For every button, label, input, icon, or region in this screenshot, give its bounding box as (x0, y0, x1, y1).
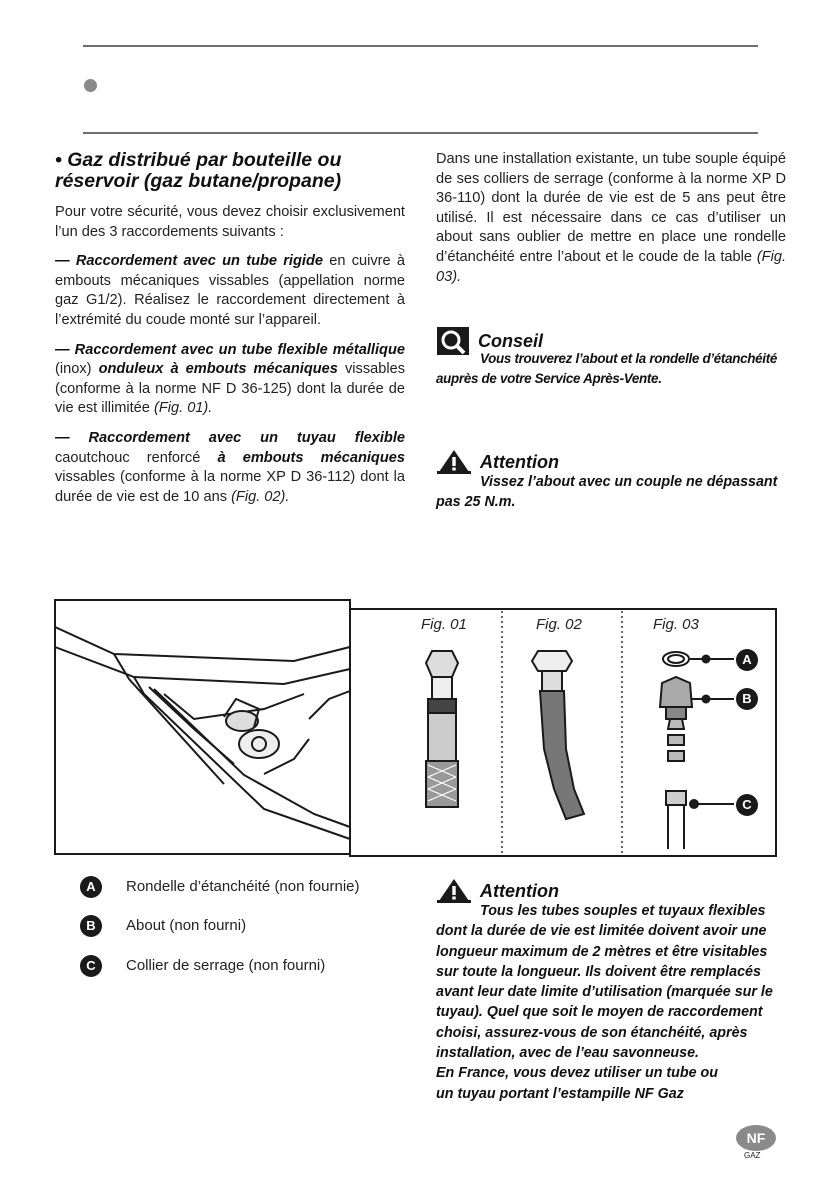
existing-install-text: Dans une installation existante, un tube souple équipé de ses colliers de serrage (conforme à la norme XP D 36-110) dont la durée de vie est de 5 ans peut être utilisé. Il est nécessaire dans ce cas d’utiliser un about sans oublier de mettre en place une rondelle d’étanchéité entre l’about et le coude de la table (436, 151, 786, 265)
fig03-reference: (Fig. 03). (436, 248, 786, 285)
rubber-hose-bold-2: à embouts mécaniques (217, 449, 405, 466)
conseil-title: Conseil (478, 330, 544, 351)
nf-mark: NF (736, 1125, 776, 1151)
rigid-tube-paragraph (55, 252, 405, 330)
attention-title-2: Attention (480, 880, 559, 901)
fig02-label: Fig. 02 (536, 616, 582, 633)
attention-text-2-content: Tous les tubes souples et tuyaux flexibles dont la durée de vie est limitée doivent avoir une longueur maximum de 2 mètres et être visitables sur toute la longueur. Ils doivent être remplacés avant leur date limite d’utilisation (marquée sur le tuyau). Quel que soit le moyen de raccordement choisi, assurez-vous de son étanchéité, après installation, avec de l’eau savonneuse. (436, 903, 773, 1062)
header-bottom-rule (83, 132, 758, 134)
conseil-text (436, 349, 786, 389)
legend-text-a: Rondelle d’étanchéité (non fournie) (126, 878, 360, 895)
rigid-tube-heading: — Raccordement avec un tube rigide (55, 253, 323, 270)
right-column (436, 150, 786, 297)
connection-figure (54, 599, 777, 859)
legend-badge-b: B (80, 915, 102, 937)
left-column (55, 150, 405, 517)
fig02-reference: (Fig. 02). (231, 488, 290, 505)
legend-item (80, 955, 326, 977)
attention-note-torque (436, 451, 786, 513)
metal-flex-bold-2: onduleux à embouts mécaniques (98, 361, 338, 378)
fig01-label: Fig. 01 (421, 616, 467, 633)
metal-flex-text-1: (inox) (55, 361, 99, 378)
conseil-note (436, 330, 786, 389)
metal-flex-heading: — Raccordement avec un tube flexible métallique (55, 341, 405, 358)
attention-text-1 (436, 472, 786, 513)
legend-text-b: About (non fourni) (126, 917, 247, 934)
figure-illustration (54, 599, 777, 859)
rubber-hose-text-2: vissables (conforme à la norme XP D 36-112) dont la durée de vie est de 10 ans (55, 469, 405, 505)
attention-text-2b: En France, vous devez utiliser un tube ou un tuyau portant l’estampille NF Gaz (436, 1065, 719, 1102)
fig-badge-b: B (736, 688, 758, 710)
attention-note-hoses (436, 880, 786, 1104)
header-bullet (84, 79, 97, 92)
fig03-label: Fig. 03 (653, 616, 699, 633)
rigid-tube-text: en cuivre à embouts mécaniques vissables (appellation norme gaz G1/2). Réalisez le raccordement directement à l’extrémité du coude monté sur l’appareil. (55, 253, 405, 328)
fig01-metal-flex-tube (426, 651, 458, 807)
metal-flex-paragraph (55, 341, 405, 419)
legend-item (80, 915, 247, 937)
fig-badge-a: A (736, 649, 758, 671)
conseil-text-content: Vous trouverez l’about et la rondelle d’étanchéité auprès de votre Service Après-Vente. (436, 351, 778, 386)
top-rule (83, 45, 758, 47)
rubber-hose-text-1: caoutchouc renforcé (55, 449, 218, 466)
intro-paragraph: Pour votre sécurité, vous devez choisir exclusivement l’un des 3 raccordements suivants : (55, 204, 405, 240)
attention-text-1-content: Vissez l’about avec un couple ne dépassant pas 25 N.m. (436, 474, 778, 511)
existing-install-paragraph (436, 150, 786, 287)
nf-gaz-logo (736, 1125, 776, 1161)
rubber-hose-paragraph (55, 429, 405, 507)
fig01-reference: (Fig. 01). (153, 400, 213, 417)
section-title: • Gaz distribué par bouteille ou réservoir (gaz butane/propane) (55, 149, 342, 192)
legend-badge-c: C (80, 955, 102, 977)
attention-title-1: Attention (480, 451, 559, 472)
metal-flex-text-2: vissables (conforme à la norme NF D 36-125) dont la durée de vie est illimitée (55, 361, 406, 417)
rubber-hose-heading: — Raccordement avec un tuyau flexible (55, 429, 405, 446)
legend-badge-a: A (80, 876, 102, 898)
nf-gaz-subtext: GAZ (744, 1151, 761, 1160)
attention-text-2 (436, 901, 786, 1063)
legend-text-c: Collier de serrage (non fourni) (126, 957, 326, 974)
legend-item (80, 876, 360, 898)
fig-badge-c: C (736, 794, 758, 816)
